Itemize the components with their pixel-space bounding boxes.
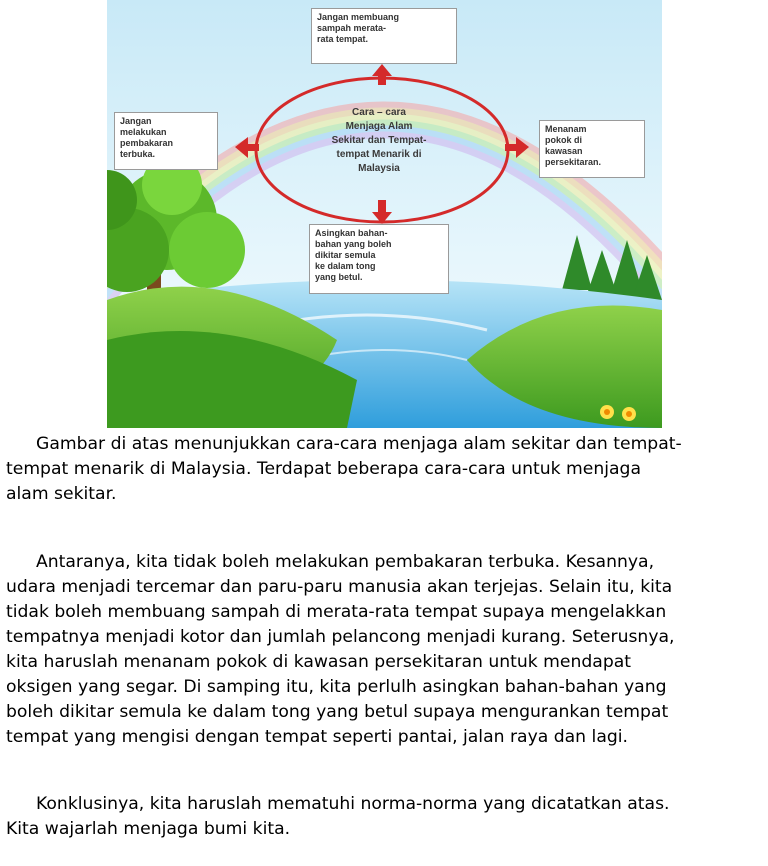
box-dont-litter: Jangan membuang sampah merata- rata tempat. (311, 8, 457, 64)
mind-map-illustration (107, 0, 662, 428)
box-plant-trees: Menanam pokok di kawasan persekitaran. (539, 120, 645, 178)
essay-paragraph-conclusion: Konklusinya, kita haruslah mematuhi norma-norma yang dicatatkan atas. Kita wajarlah menjaga bumi kita. (6, 794, 670, 839)
essay-paragraph-intro: Gambar di atas menunjukkan cara-cara menjaga alam sekitar dan tempat- tempat menarik di Malaysia. Terdapat beberapa cara-cara untuk menjaga alam sekitar. (6, 434, 682, 504)
arrow-down-icon (372, 200, 392, 224)
arrow-up-icon (372, 64, 392, 85)
center-topic: Cara – cara Menjaga Alam Sekitar dan Tempat- tempat Menarik di Malaysia (331, 107, 427, 174)
box-no-open-burning: Jangan melakukan pembakaran terbuka. (114, 112, 218, 170)
box-recycle: Asingkan bahan- bahan yang boleh dikitar semula ke dalam tong yang betul. (309, 224, 449, 294)
essay-paragraph-body: Antaranya, kita tidak boleh melakukan pembakaran terbuka. Kesannya, udara menjadi tercemar dan paru-paru manusia akan terjejas. Selain itu, kita tidak boleh membuang sampah di merata-rata tempat supaya mengelakkan tempatnya menjadi kotor dan jumlah pelancong menjadi kurang. Seterusnya, kita haruslah menanam pokok di kawasan persekitaran untuk mendapat oksigen yang segar. Di samping itu, kita perlulh asingkan bahan-bahan yang boleh dikitar semula ke dalam tong yang betul supaya mengurankan tempat tempat yang mengisi dengan tempat seperti pantai, jalan raya dan lagi. (6, 552, 675, 747)
mind-map-connectors (107, 0, 662, 428)
